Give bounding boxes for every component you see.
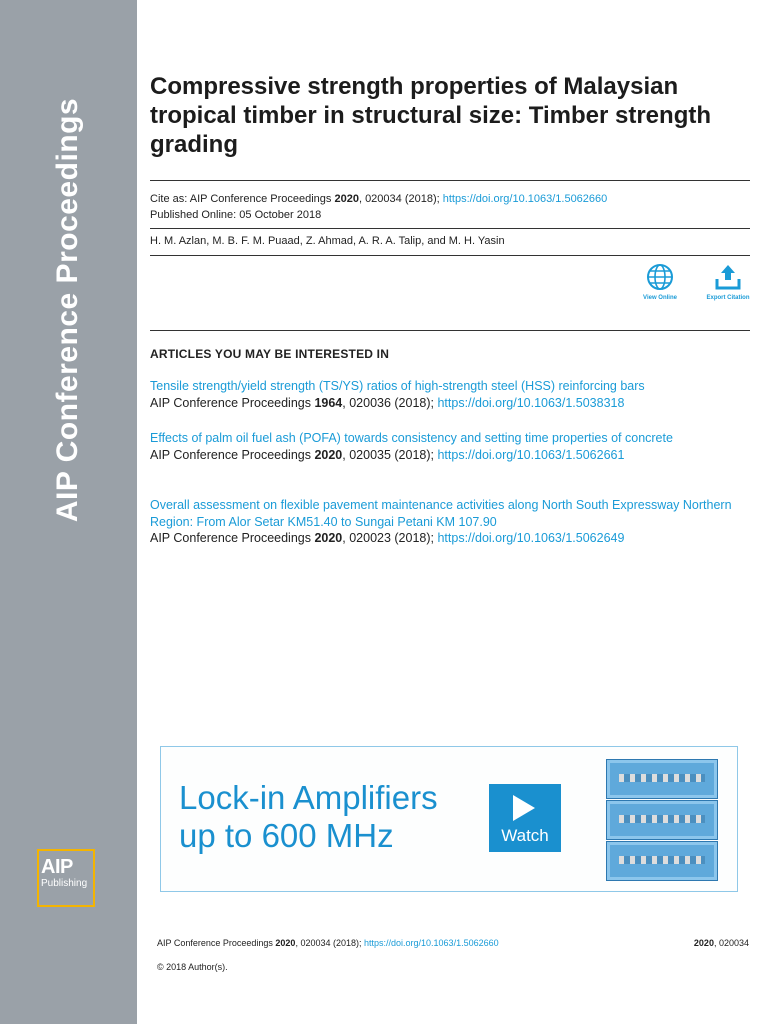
globe-icon — [646, 263, 674, 291]
export-citation-button[interactable] — [703, 263, 753, 301]
related-journal: AIP Conference Proceedings — [150, 447, 315, 462]
view-online-button[interactable] — [635, 263, 685, 301]
ad-line-1: Lock-in Amplifiers — [179, 779, 438, 816]
related-article-title[interactable]: Overall assessment on flexible pavement maintenance activities along North South Expressway Northern Region: From Alor Setar KM51.40 to Sungai Petani KM 107.90 — [150, 498, 732, 529]
logo-line-1: AIP — [41, 856, 73, 878]
divider — [150, 180, 750, 181]
related-doi-link[interactable]: https://doi.org/10.1063/1.5062649 — [437, 531, 625, 545]
footer-right-volume: 2020 — [693, 938, 714, 948]
cite-volume: 2020 — [334, 193, 359, 205]
cite-prefix: Cite as: AIP Conference Proceedings — [150, 193, 335, 205]
related-doi-link[interactable]: https://doi.org/10.1063/1.5062661 — [437, 447, 625, 462]
watch-label: Watch — [501, 826, 549, 845]
related-journal: AIP Conference Proceedings — [150, 395, 315, 410]
play-icon — [513, 795, 535, 821]
logo-line-2: Publishing — [41, 878, 88, 889]
related-articles-heading: ARTICLES YOU MAY BE INTERESTED IN — [150, 347, 390, 361]
related-volume: 2020 — [314, 447, 343, 462]
advertisement-banner[interactable] — [160, 746, 738, 892]
related-rest: , 020023 (2018); — [342, 531, 438, 545]
footer-doi-link[interactable]: https://doi.org/10.1063/1.5062660 — [364, 938, 499, 948]
related-volume: 2020 — [314, 531, 343, 545]
divider — [150, 228, 750, 229]
footer-page-id — [694, 938, 749, 948]
journal-name: AIP Conference Proceedings — [51, 97, 84, 523]
export-citation-label: Export Citation — [706, 295, 750, 301]
divider — [150, 255, 750, 256]
amplifier-device-image — [606, 841, 718, 881]
footer-journal: AIP Conference Proceedings — [157, 938, 276, 948]
ad-line-2: up to 600 MHz — [179, 817, 394, 854]
related-doi-link[interactable]: https://doi.org/10.1063/1.5038318 — [437, 395, 625, 410]
export-icon — [714, 263, 742, 291]
related-rest: , 020035 (2018); — [342, 447, 438, 462]
paper-title: Compressive strength properties of Malaysian tropical timber in structural size: Timber strength grading — [150, 73, 711, 158]
divider — [150, 330, 750, 331]
view-online-label: View Online — [643, 295, 677, 301]
sidebar — [0, 0, 137, 1024]
published-date: Published Online: 05 October 2018 — [150, 209, 322, 221]
related-journal: AIP Conference Proceedings — [150, 531, 315, 545]
footer-rest: , 020034 (2018); — [295, 938, 364, 948]
aip-publishing-logo[interactable] — [37, 849, 95, 907]
author-list: H. M. Azlan, M. B. F. M. Puaad, Z. Ahmad, A. R. A. Talip, and M. H. Yasin — [150, 235, 505, 247]
related-rest: , 020036 (2018); — [342, 395, 438, 410]
amplifier-device-image — [606, 800, 718, 840]
citation-block — [150, 191, 607, 223]
footer-volume: 2020 — [275, 938, 296, 948]
page-footer — [157, 938, 749, 948]
amplifier-device-image — [606, 759, 718, 799]
paper-doi-link[interactable]: https://doi.org/10.1063/1.5062660 — [442, 193, 608, 205]
watch-button[interactable] — [489, 784, 561, 852]
cite-rest: , 020034 (2018); — [358, 193, 443, 205]
footer-right-rest: , 020034 — [713, 938, 749, 948]
related-article — [150, 430, 740, 463]
ad-headline — [179, 779, 438, 855]
related-article — [150, 378, 740, 411]
copyright: © 2018 Author(s). — [157, 962, 228, 972]
related-article — [150, 497, 740, 547]
related-article-title[interactable]: Tensile strength/yield strength (TS/YS) ratios of high-strength steel (HSS) reinforcing bars — [150, 379, 645, 393]
related-article-title[interactable]: Effects of palm oil fuel ash (POFA) towards consistency and setting time properties of concrete — [150, 431, 673, 445]
related-volume: 1964 — [314, 395, 343, 410]
